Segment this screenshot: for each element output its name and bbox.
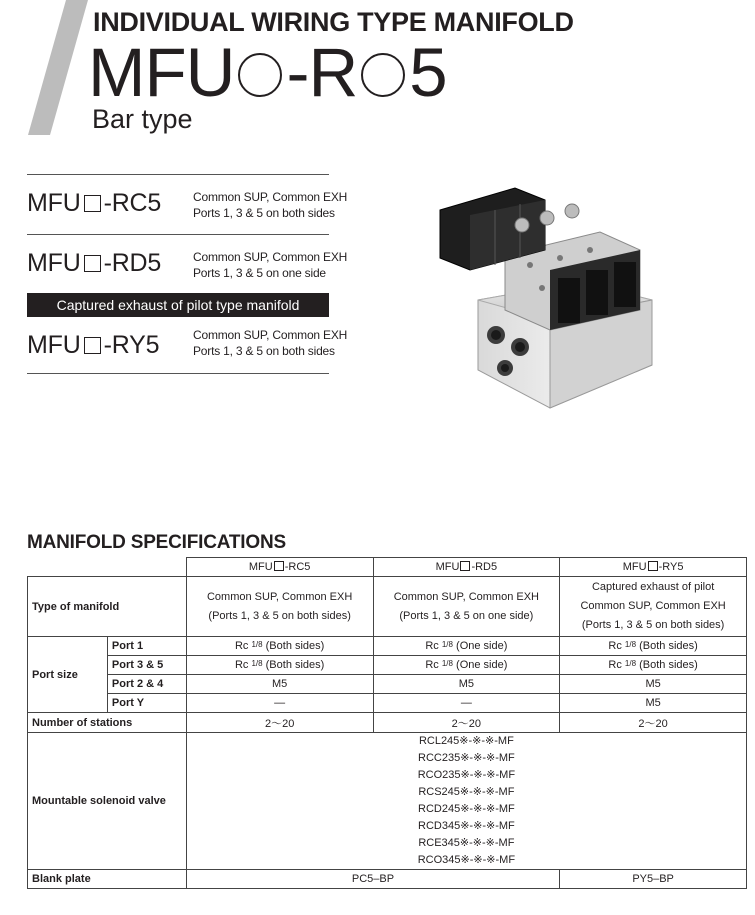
model-suffix: 5	[409, 34, 447, 111]
row-label: Blank plate	[28, 870, 187, 889]
table-cell: M5	[560, 675, 747, 694]
variant-suffix: -RD5	[103, 249, 162, 277]
sub-row-label: Port 1	[107, 637, 186, 656]
spec-table	[27, 557, 747, 889]
variant-description	[193, 327, 347, 359]
list-item: RCL245※-※-※-MF	[418, 735, 514, 747]
sub-row-label: Port Y	[107, 694, 186, 713]
spec-heading: MANIFOLD SPECIFICATIONS	[27, 532, 286, 553]
variant-desc-line: Common SUP, Common EXH	[193, 190, 348, 204]
variant-desc-line: Ports 1, 3 & 5 on both sides	[193, 206, 335, 220]
row-label: Port size	[28, 637, 108, 713]
variant-desc-line: Common SUP, Common EXH	[193, 328, 348, 342]
table-cell: PC5–BP	[186, 870, 559, 889]
table-cell: M5	[186, 675, 373, 694]
table-cell: 2～20	[560, 713, 747, 733]
row-label: Type of manifold	[28, 577, 187, 637]
row-label: Number of stations	[28, 713, 187, 733]
sub-row-label: Port 3 & 5	[107, 656, 186, 675]
list-item: RCD245※-※-※-MF	[418, 803, 515, 815]
table-cell: M5	[560, 694, 747, 713]
square-placeholder-icon	[84, 337, 101, 354]
model-prefix: MFU	[88, 34, 235, 111]
column-header: MFU -RY5	[560, 558, 747, 577]
table-cell: 2～20	[373, 713, 560, 733]
table-header-row	[28, 558, 747, 577]
circle-placeholder-icon	[238, 53, 282, 97]
variant-prefix: MFU	[27, 331, 81, 359]
variant-desc-line: Ports 1, 3 & 5 on both sides	[193, 344, 335, 358]
square-placeholder-icon	[84, 255, 101, 272]
table-cell: M5	[373, 675, 560, 694]
list-item: RCS245※-※-※-MF	[418, 786, 515, 798]
circle-placeholder-icon	[361, 53, 405, 97]
subtitle: Bar type	[92, 104, 193, 134]
manifold-product-image	[430, 170, 670, 415]
valve-list-cell	[186, 733, 746, 870]
list-item: RCO345※-※-※-MF	[417, 854, 516, 866]
variant-item	[27, 234, 348, 293]
variant-desc-line: Ports 1, 3 & 5 on one side	[193, 266, 326, 280]
row-label: Mountable solenoid valve	[28, 733, 187, 870]
model-mid: -R	[286, 34, 358, 111]
table-cell: Common SUP, Common EXH (Ports 1, 3 & 5 on both sides)	[186, 577, 373, 637]
variant-name	[27, 189, 161, 218]
table-row	[28, 637, 747, 656]
table-cell: —	[186, 694, 373, 713]
variant-item	[27, 317, 348, 374]
table-cell: 2～20	[186, 713, 373, 733]
variant-prefix: MFU	[27, 249, 81, 277]
table-cell: Rc $^{1/8}$ (One side)	[373, 637, 560, 656]
variant-description	[193, 189, 347, 221]
table-row	[28, 675, 747, 694]
variant-description	[193, 249, 347, 281]
table-row	[28, 733, 747, 870]
table-cell: Common SUP, Common EXH (Ports 1, 3 & 5 on one side)	[373, 577, 560, 637]
table-cell: PY5–BP	[560, 870, 747, 889]
variant-item	[27, 174, 348, 234]
column-header: MFU -RD5	[373, 558, 560, 577]
list-item: RCO235※-※-※-MF	[417, 769, 516, 781]
model-title	[88, 34, 447, 111]
variant-desc-line: Common SUP, Common EXH	[193, 250, 348, 264]
column-header: MFU -RC5	[186, 558, 373, 577]
captured-exhaust-banner: Captured exhaust of pilot type manifold	[27, 293, 329, 317]
table-cell: Rc $^{1/8}$ (Both sides)	[560, 656, 747, 675]
table-row	[28, 694, 747, 713]
table-cell: Rc $^{1/8}$ (Both sides)	[560, 637, 747, 656]
table-row	[28, 713, 747, 733]
table-cell: Rc $^{1/8}$ (One side)	[373, 656, 560, 675]
decorative-slash	[28, 0, 88, 135]
table-cell: —	[373, 694, 560, 713]
table-cell: Rc $^{1/8}$ (Both sides)	[186, 656, 373, 675]
table-cell: Rc $^{1/8}$ (Both sides)	[186, 637, 373, 656]
table-cell: Captured exhaust of pilot Common SUP, Common EXH (Ports 1, 3 & 5 on both sides)	[560, 577, 747, 637]
table-row	[28, 870, 747, 889]
list-item: RCD345※-※-※-MF	[418, 820, 515, 832]
main-title: INDIVIDUAL WIRING TYPE MANIFOLD	[93, 7, 574, 37]
sub-row-label: Port 2 & 4	[107, 675, 186, 694]
list-item: RCC235※-※-※-MF	[418, 752, 515, 764]
list-item: RCE345※-※-※-MF	[418, 837, 515, 849]
variant-name	[27, 331, 159, 360]
variant-name	[27, 249, 161, 278]
variant-suffix: -RY5	[103, 331, 160, 359]
empty-header-cell	[28, 558, 187, 577]
variant-list	[27, 174, 348, 374]
variant-prefix: MFU	[27, 189, 81, 217]
table-row	[28, 656, 747, 675]
table-row	[28, 577, 747, 637]
variant-suffix: -RC5	[103, 189, 162, 217]
square-placeholder-icon	[84, 195, 101, 212]
